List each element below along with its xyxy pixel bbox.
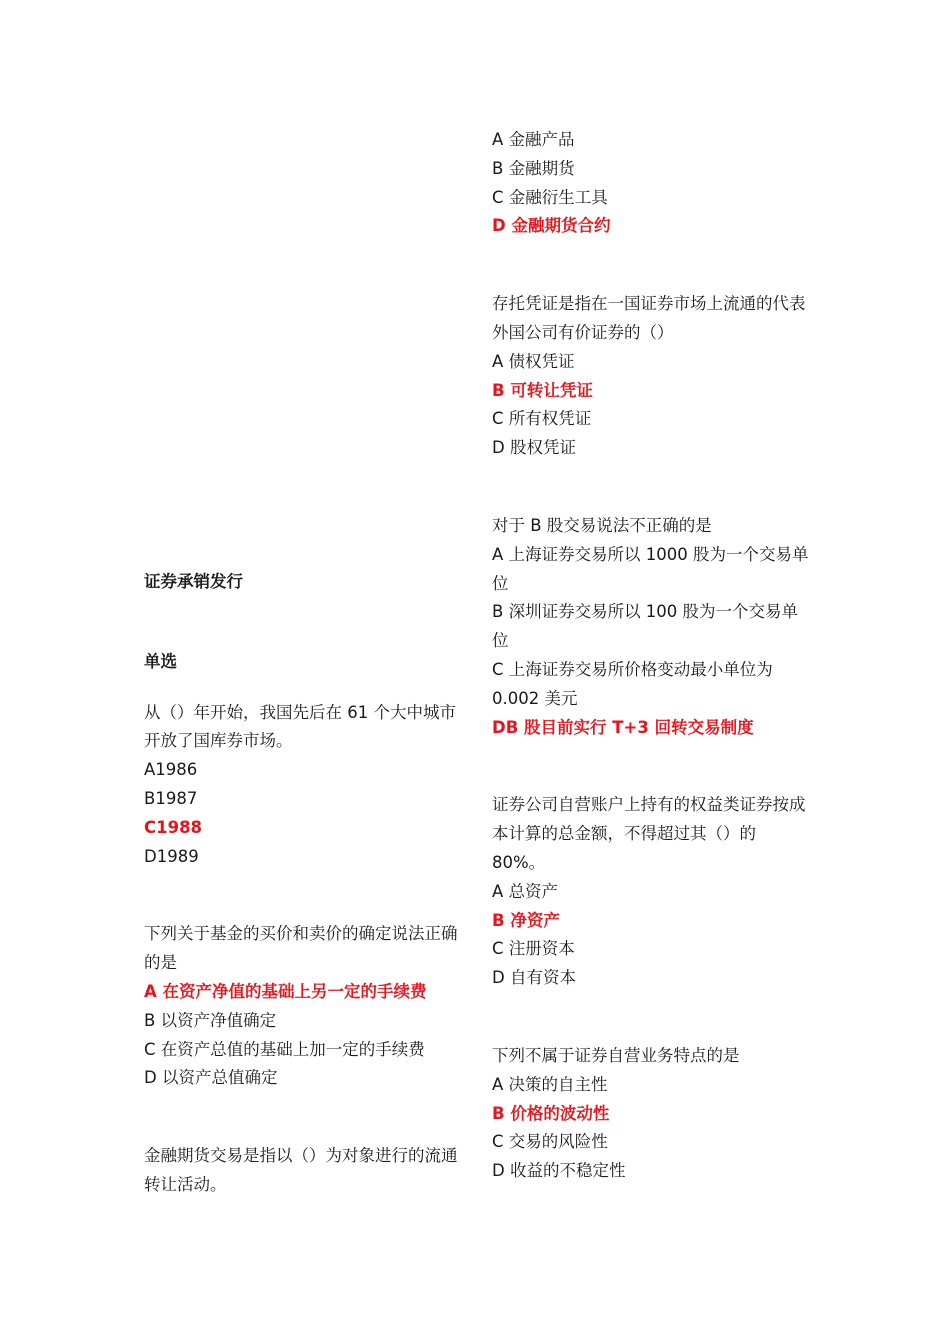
question-stem: 证券公司自营账户上持有的权益类证券按成本计算的总金额，不得超过其（）的 80%。 [492,795,806,872]
question-7 [492,1042,812,1186]
left-column [144,568,464,1200]
question-type-heading: 单选 [144,651,177,671]
option-a: A1986 [144,760,198,780]
question-stem: 下列关于基金的买价和卖价的确定说法正确的是 [144,924,458,973]
option-b-correct: B 净资产 [492,910,560,930]
option-c-correct: C1988 [144,817,203,837]
question-stem: 下列不属于证券自营业务特点的是 [492,1045,740,1065]
question-4 [492,290,812,463]
option-a: A 决策的自主性 [492,1074,608,1094]
right-column [492,126,812,1186]
option-b: B 金融期货 [492,158,575,178]
option-c: C 所有权凭证 [492,409,592,429]
option-d: D 收益的不稳定性 [492,1161,626,1181]
option-c: C 注册资本 [492,939,575,959]
option-c: C 交易的风险性 [492,1132,608,1152]
option-d: D1989 [144,846,199,866]
question-5 [492,512,812,742]
option-c: C 上海证券交易所价格变动最小单位为 0.002 美元 [492,659,773,708]
question-stem: 从（）年开始，我国先后在 61 个大中城市开放了国库券市场。 [144,702,456,751]
option-a-correct: A 在资产净值的基础上另一定的手续费 [144,981,427,1001]
option-a: A 上海证券交易所以 1000 股为一个交易单位 [492,544,809,593]
option-d: D 自有资本 [492,968,576,988]
option-d-correct: DB 股目前实行 T+3 回转交易制度 [492,717,754,737]
option-b: B 深圳证券交易所以 100 股为一个交易单位 [492,602,799,651]
question-3-options [492,126,812,241]
question-3 [144,1142,464,1200]
option-b: B 以资产净值确定 [144,1010,277,1030]
question-stem: 对于 B 股交易说法不正确的是 [492,515,712,535]
option-b-correct: B 可转让凭证 [492,380,593,400]
option-d: D 以资产总值确定 [144,1068,278,1088]
option-c: C 金融衍生工具 [492,187,608,207]
question-stem: 存托凭证是指在一国证券市场上流通的代表外国公司有价证券的（） [492,294,806,342]
option-a: A 债权凭证 [492,351,575,371]
option-d: D 股权凭证 [492,438,576,458]
option-a: A 金融产品 [492,130,575,149]
option-b-correct: B 价格的波动性 [492,1103,610,1123]
question-2 [144,920,464,1093]
option-b: B1987 [144,788,198,808]
section-title: 证券承销发行 [144,572,243,591]
question-6 [492,791,812,993]
option-d-correct: D 金融期货合约 [492,216,611,236]
question-1 [144,699,464,872]
option-c: C 在资产总值的基础上加一定的手续费 [144,1039,425,1059]
option-a: A 总资产 [492,881,559,901]
question-stem: 金融期货交易是指以（）为对象进行的流通转让活动。 [144,1146,458,1194]
